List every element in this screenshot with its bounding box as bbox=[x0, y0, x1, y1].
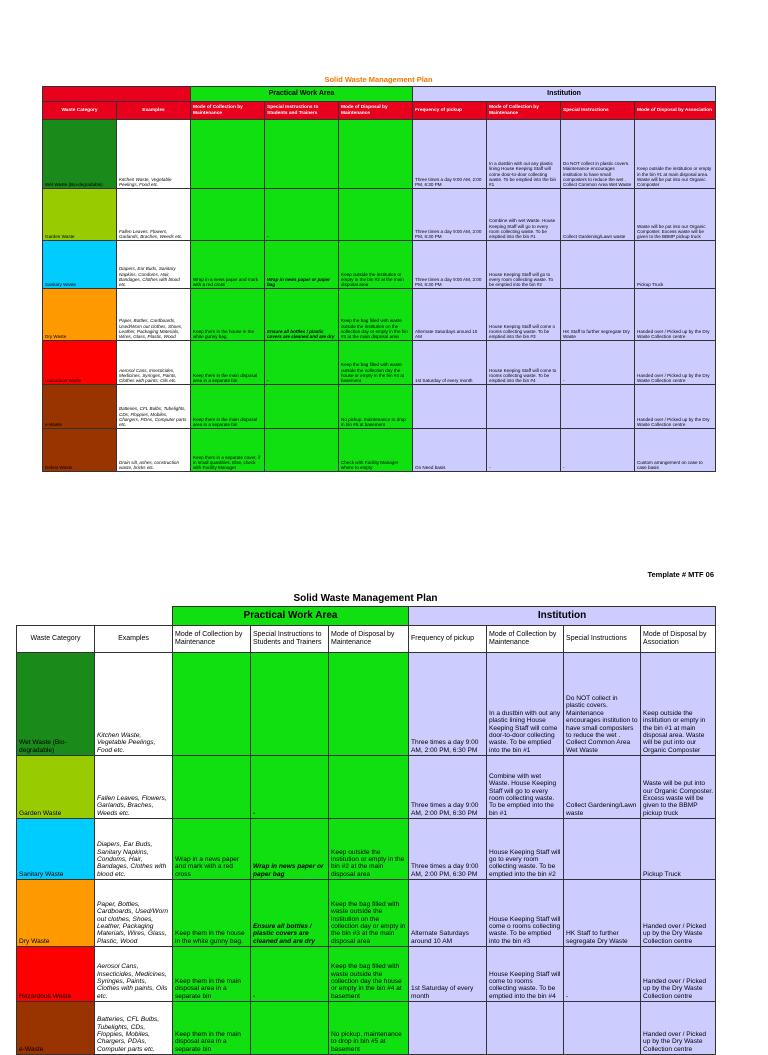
special-students-cell: - bbox=[265, 341, 339, 385]
waste-category-cell: Garden Waste bbox=[43, 189, 117, 241]
inst-collection-cell: House Keeping Staff will go to every room collecting waste. To be emptied into the bin #2 bbox=[487, 819, 564, 880]
examples-cell: Diapers, Ear Buds, Sanitary Napkins, Condoms, Hair, Bandages, Clothes with blood etc. bbox=[117, 241, 191, 289]
column-header-row bbox=[43, 102, 716, 120]
examples-cell: Aerosol Cans, Insecticides, Medicines, Syringes, Paints, Clothes with paints, Oils etc. bbox=[95, 947, 173, 1002]
inst-disposal-cell: Waste will be put into our Organic Composter. Excess waste will be given to the BBMP pickup truck bbox=[635, 189, 716, 241]
table-row bbox=[17, 1002, 716, 1055]
column-header: Mode of Collection by Maintenance bbox=[173, 626, 251, 653]
group-header-row bbox=[43, 87, 716, 102]
inst-special-cell: Do NOT collect in plastic covers. Maintenance encourages institution to have small composters to reduce the wet . Collect Common Area Wet Waste bbox=[561, 120, 635, 189]
examples-cell: Batteries, CFL Bulbs, Tubelights, CDs, Floppies, Mobiles, Chargers, PDAs, Computer parts etc. bbox=[95, 1002, 173, 1055]
waste-category-cell: Garden Waste bbox=[17, 756, 95, 819]
mode-collection-cell: Keep them in the main disposal area in a separate bin bbox=[173, 1002, 251, 1055]
special-students-cell: - bbox=[251, 947, 329, 1002]
inst-special-cell: - bbox=[561, 341, 635, 385]
examples-cell: Batteries, CFL Bulbs, Tubelights, CDs, Floppies, Mobiles, Chargers, PDAs, Computer parts etc. bbox=[117, 385, 191, 429]
inst-special-cell: HK Staff to further segregate Dry Waste bbox=[564, 880, 641, 947]
inst-disposal-cell: Handed over / Picked up by the Dry Waste Collection centre bbox=[641, 1002, 716, 1055]
examples-cell: Diapers, Ear Buds, Sanitary Napkins, Condoms, Hair, Bandages, Clothes with blood etc. bbox=[95, 819, 173, 880]
column-header: Mode of Disposal by Maintenance bbox=[329, 626, 409, 653]
column-header: Special Instructions to Students and Trainers bbox=[265, 102, 339, 120]
inst-disposal-cell: Handed over / Picked up by the Dry Waste Collection centre bbox=[635, 385, 716, 429]
examples-cell: Kitchen Waste, Vegetable Peelings, Food etc. bbox=[95, 653, 173, 756]
special-students-cell bbox=[265, 385, 339, 429]
mode-collection-cell: Keep them in the main disposal area in a separate bin bbox=[173, 947, 251, 1002]
inst-special-cell: Collect Gardening/Lawn waste bbox=[564, 756, 641, 819]
mode-collection-cell bbox=[191, 120, 265, 189]
inst-collection-cell bbox=[487, 1002, 564, 1055]
column-header: Waste Category bbox=[43, 102, 117, 120]
column-header: Mode of Disposal by Association bbox=[635, 102, 716, 120]
inst-special-cell: HK Staff to further segregate Dry Waste bbox=[561, 289, 635, 341]
waste-category-cell: Wet Waste (Bio-degradable) bbox=[43, 120, 117, 189]
inst-special-cell: Do NOT collect in plastic covers. Maintenance encourages institution to have small composters to reduce the wet . Collect Common Area Wet Waste bbox=[564, 653, 641, 756]
mode-collection-cell: Keep them in the house in the white gunny bag. bbox=[173, 880, 251, 947]
inst-collection-cell: In a dustbin with out any plastic lining House Keeping Staff will come door-to-door collecting waste. To be emptied into the bin #1 bbox=[487, 120, 561, 189]
waste-category-cell: e-Waste bbox=[17, 1002, 95, 1055]
table-row bbox=[43, 341, 716, 385]
table-row bbox=[43, 289, 716, 341]
group-empty bbox=[43, 87, 191, 102]
table-row bbox=[17, 880, 716, 947]
waste-category-cell: e-Waste bbox=[43, 385, 117, 429]
waste-category-cell: Dry Waste bbox=[43, 289, 117, 341]
inst-collection-cell: Combine with wet Waste. House Keeping Staff will go to every room collecting waste. To be emptied into the bin #1 bbox=[487, 756, 564, 819]
examples-cell: Fallen Leaves, Flowers, Garlands, Braches, Weeds etc. bbox=[117, 189, 191, 241]
mode-collection-cell: Keep them in the house in the white gunny bag. bbox=[191, 289, 265, 341]
special-students-cell: Wrap in news paper or paper bag bbox=[251, 819, 329, 880]
waste-category-cell: Debris Waste bbox=[43, 429, 117, 472]
frequency-cell: Alternate Saturdays around 10 AM bbox=[413, 289, 487, 341]
inst-special-cell: Collect Gardening/Lawn waste bbox=[561, 189, 635, 241]
inst-collection-cell: House Keeping Staff will go to every room collecting waste. To be emptied into the bin #2 bbox=[487, 241, 561, 289]
inst-disposal-cell: Handed over / Picked up by the Dry Waste Collection centre bbox=[641, 947, 716, 1002]
mode-disposal-cell: No pickup. maintenance to drop in bin #5 at basement bbox=[339, 385, 413, 429]
column-header: Waste Category bbox=[17, 626, 95, 653]
mode-disposal-cell: Keep the bag filled with waste outside the institution on the collection day or empty in the bin #3 at the main disposal area bbox=[329, 880, 409, 947]
table-row bbox=[43, 241, 716, 289]
mode-collection-cell: Wrap in a news paper and mark with a red cross bbox=[191, 241, 265, 289]
inst-special-cell: - bbox=[564, 947, 641, 1002]
waste-category-cell: Dry Waste bbox=[17, 880, 95, 947]
table-row bbox=[43, 120, 716, 189]
mode-disposal-cell: Keep the bag filled with waste outside the collection day the house or empty in the bin #4 at basement bbox=[339, 341, 413, 385]
inst-collection-cell: House Keeping Staff will come o rooms collecting waste. To be emptied into the bin #3 bbox=[487, 880, 564, 947]
inst-collection-cell: - bbox=[487, 429, 561, 472]
inst-special-cell bbox=[561, 241, 635, 289]
frequency-cell: Alternate Saturdays around 10 AM bbox=[409, 880, 487, 947]
inst-disposal-cell: Keep outside the institution or empty in the bin #1 at main disposal area. Waste will be put into our Organic Composter bbox=[641, 653, 716, 756]
inst-collection-cell: House Keeping Staff will come to rooms collecting waste. To be emptied into the bin #4 bbox=[487, 947, 564, 1002]
waste-table bbox=[42, 86, 716, 472]
inst-special-cell bbox=[561, 385, 635, 429]
mode-collection-cell: Keep them in the main disposal area in a separate bin bbox=[191, 341, 265, 385]
mode-disposal-cell bbox=[329, 756, 409, 819]
group-institution: Institution bbox=[409, 607, 716, 626]
inst-disposal-cell: Keep outside the institution or empty in the bin #1 at main disposal area. Waste will be put into our Organic Composter bbox=[635, 120, 716, 189]
waste-category-cell: Wet Waste (Bio-degradable) bbox=[17, 653, 95, 756]
mode-disposal-cell bbox=[339, 189, 413, 241]
special-students-cell bbox=[251, 653, 329, 756]
column-header: Frequency of pickup bbox=[409, 626, 487, 653]
mode-collection-cell: Wrap in a news paper and mark with a red cross bbox=[173, 819, 251, 880]
special-students-cell bbox=[265, 429, 339, 472]
inst-disposal-cell: Handed over / Picked up by the Dry Waste Collection centre bbox=[635, 289, 716, 341]
table-row bbox=[43, 429, 716, 472]
special-students-cell bbox=[265, 120, 339, 189]
inst-disposal-cell: Handed over / Picked up by the Dry Waste Collection centre bbox=[635, 341, 716, 385]
mode-disposal-cell: Check with Facility Manager where to empty bbox=[339, 429, 413, 472]
column-header: Mode of Collection by Maintenance bbox=[487, 626, 564, 653]
special-students-cell bbox=[251, 1002, 329, 1055]
inst-collection-cell: House Keeping Staff will come o rooms collecting waste. To be emptied into the bin #3 bbox=[487, 289, 561, 341]
waste-category-cell: Sanitary Waste bbox=[43, 241, 117, 289]
mode-disposal-cell: Keep outside the institution or empty in the bin #2 at the main disposal area bbox=[339, 241, 413, 289]
inst-disposal-cell: Pickup Truck bbox=[635, 241, 716, 289]
table-row bbox=[43, 385, 716, 429]
mode-collection-cell bbox=[173, 653, 251, 756]
mode-disposal-cell: Keep the bag filled with waste outside the institution on the collection day or empty in the bin #3 at the main disposal area bbox=[339, 289, 413, 341]
mode-disposal-cell: Keep the bag filled with waste outside the collection day the house or empty in the bin #4 at basement bbox=[329, 947, 409, 1002]
special-students-cell: - bbox=[265, 189, 339, 241]
special-students-cell: - bbox=[251, 756, 329, 819]
inst-disposal-cell: Custom arrangement on case to case basis bbox=[635, 429, 716, 472]
frequency-cell: 1st Saturday of every month bbox=[413, 341, 487, 385]
examples-cell: Aerosol Cans, Insecticides, Medicines, Syringes, Paints, Clothes with paints, Oils etc. bbox=[117, 341, 191, 385]
table-row bbox=[43, 189, 716, 241]
column-header: Special Instructions bbox=[561, 102, 635, 120]
table-row bbox=[17, 819, 716, 880]
waste-plan-sheet-large bbox=[16, 592, 715, 1055]
inst-disposal-cell: Waste will be put into our Organic Composter. Excess waste will be given to the BBMP pickup truck bbox=[641, 756, 716, 819]
frequency-cell: Three times a day 9:00 AM, 2:00 PM, 6:30 PM bbox=[409, 819, 487, 880]
frequency-cell: Three times a day 9:00 AM, 2:00 PM, 6:30 PM bbox=[409, 756, 487, 819]
inst-collection-cell: House Keeping Staff will come to rooms collecting waste. To be emptied into the bin #4 bbox=[487, 341, 561, 385]
column-header: Frequency of pickup bbox=[413, 102, 487, 120]
column-header: Examples bbox=[95, 626, 173, 653]
frequency-cell: Three times a day 9:00 AM, 2:00 PM, 6:30 PM bbox=[413, 189, 487, 241]
group-empty bbox=[17, 607, 173, 626]
table-row bbox=[17, 653, 716, 756]
frequency-cell: Three times a day 9:00 AM, 2:00 PM, 6:30 PM bbox=[413, 241, 487, 289]
column-header: Special Instructions bbox=[564, 626, 641, 653]
sheet-title: Solid Waste Management Plan bbox=[293, 593, 438, 604]
group-practical-work-area: Practical Work Area bbox=[191, 87, 413, 102]
table-row bbox=[17, 756, 716, 819]
waste-category-cell: Hazardous Waste bbox=[43, 341, 117, 385]
frequency-cell: 1st Saturday of every month bbox=[409, 947, 487, 1002]
inst-disposal-cell: Handed over / Picked up by the Dry Waste Collection centre bbox=[641, 880, 716, 947]
examples-cell: Paper, Bottles, Cardboards, Used/Worn out clothes, Shoes, Leather, Packaging Materials, Wires, Glass, Plastic, Wood bbox=[95, 880, 173, 947]
column-header: Mode of Collection by Maintenance bbox=[487, 102, 561, 120]
inst-collection-cell bbox=[487, 385, 561, 429]
group-practical-work-area: Practical Work Area bbox=[173, 607, 409, 626]
mode-disposal-cell bbox=[339, 120, 413, 189]
column-header: Examples bbox=[117, 102, 191, 120]
mode-collection-cell: Keep them in a separate cover, if in small quantities. Else, check with Facility Manager bbox=[191, 429, 265, 472]
inst-collection-cell: In a dustbin with out any plastic lining House Keeping Staff will come door-to-door collecting waste. To be emptied into the bin #1 bbox=[487, 653, 564, 756]
inst-collection-cell: Combine with wet Waste. House Keeping Staff will go to every room collecting waste. To be emptied into the bin #1 bbox=[487, 189, 561, 241]
group-header-row bbox=[17, 607, 716, 626]
column-header: Special Instructions to Students and Trainers bbox=[251, 626, 329, 653]
waste-table bbox=[16, 606, 716, 1055]
examples-cell: Paper, Bottles, Cardboards, Used/Worn out clothes, Shoes, Leather, Packaging Materials, Wires, Glass, Plastic, Wood bbox=[117, 289, 191, 341]
frequency-cell: Three times a day 9:00 AM, 2:00 PM, 6:30 PM bbox=[413, 120, 487, 189]
sheet-title: Solid Waste Management Plan bbox=[324, 75, 433, 84]
column-header: Mode of Collection by Maintenance bbox=[191, 102, 265, 120]
frequency-cell: Three times a day 9:00 AM, 2:00 PM, 6:30 PM bbox=[409, 653, 487, 756]
column-header: Mode of Disposal by Maintenance bbox=[339, 102, 413, 120]
mode-collection-cell bbox=[191, 189, 265, 241]
template-number: Template # MTF 06 bbox=[647, 570, 714, 579]
inst-special-cell: - bbox=[561, 429, 635, 472]
mode-disposal-cell: Keep outside the institution or empty in the bin #2 at the main disposal area bbox=[329, 819, 409, 880]
frequency-cell bbox=[409, 1002, 487, 1055]
examples-cell: Kitchen Waste, Vegetable Peelings, Food etc. bbox=[117, 120, 191, 189]
waste-category-cell: Hazardous Waste bbox=[17, 947, 95, 1002]
column-header-row bbox=[17, 626, 716, 653]
special-students-cell: Ensure all bottles / plastic covers are cleaned and are dry bbox=[251, 880, 329, 947]
waste-plan-sheet-small bbox=[42, 74, 715, 472]
column-header: Mode of Disposal by Association bbox=[641, 626, 716, 653]
mode-collection-cell bbox=[173, 756, 251, 819]
inst-special-cell bbox=[564, 819, 641, 880]
examples-cell: Drain silt, ashes, construction waste, bricks etc. bbox=[117, 429, 191, 472]
special-students-cell: Ensure all bottles / plastic covers are cleaned and are dry bbox=[265, 289, 339, 341]
mode-disposal-cell: No pickup. maintenance to drop in bin #5 at basement bbox=[329, 1002, 409, 1055]
group-institution: Institution bbox=[413, 87, 716, 102]
waste-category-cell: Sanitary Waste bbox=[17, 819, 95, 880]
frequency-cell bbox=[413, 385, 487, 429]
special-students-cell: Wrap in news paper or paper bag bbox=[265, 241, 339, 289]
inst-disposal-cell: Pickup Truck bbox=[641, 819, 716, 880]
frequency-cell: On Need basis bbox=[413, 429, 487, 472]
inst-special-cell bbox=[564, 1002, 641, 1055]
table-row bbox=[17, 947, 716, 1002]
mode-disposal-cell bbox=[329, 653, 409, 756]
mode-collection-cell: Keep them in the main disposal area in a separate bin bbox=[191, 385, 265, 429]
examples-cell: Fallen Leaves, Flowers, Garlands, Braches, Weeds etc. bbox=[95, 756, 173, 819]
